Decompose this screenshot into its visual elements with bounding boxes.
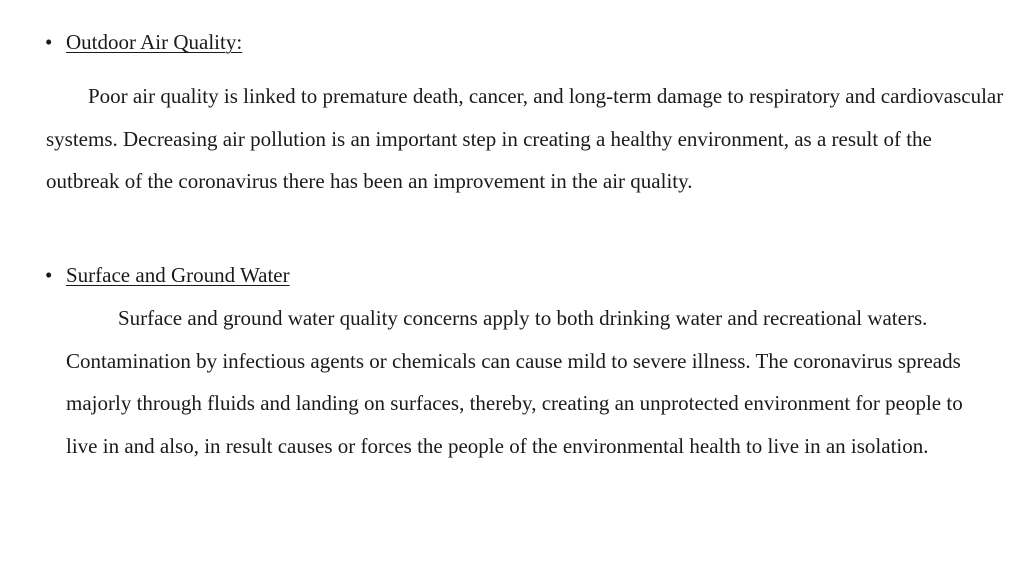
section-heading: Outdoor Air Quality:	[66, 30, 243, 54]
bullet-icon: •	[45, 30, 53, 54]
bullet-item-heading	[45, 30, 242, 55]
bullet-item-heading	[45, 263, 290, 288]
section-paragraph: Surface and ground water quality concerns apply to both drinking water and recreational waters. Contamination by infectious agents or chemicals can cause mild to severe illness. The coronavirus spreads majorly through fluids and landing on surfaces, thereby, creating an unprotected environment for people to live in and also, in result causes or forces the people of the environmental health to live in an isolation.	[66, 306, 963, 458]
section-paragraph: Poor air quality is linked to premature death, cancer, and long-term damage to respiratory and cardiovascular systems. Decreasing air pollution is an important step in creating a healthy environment, as a result of the outbreak of the coronavirus there has been an improvement in the air quality.	[46, 84, 1004, 193]
section-heading: Surface and Ground Water	[66, 263, 290, 287]
bullet-icon: •	[45, 263, 53, 287]
